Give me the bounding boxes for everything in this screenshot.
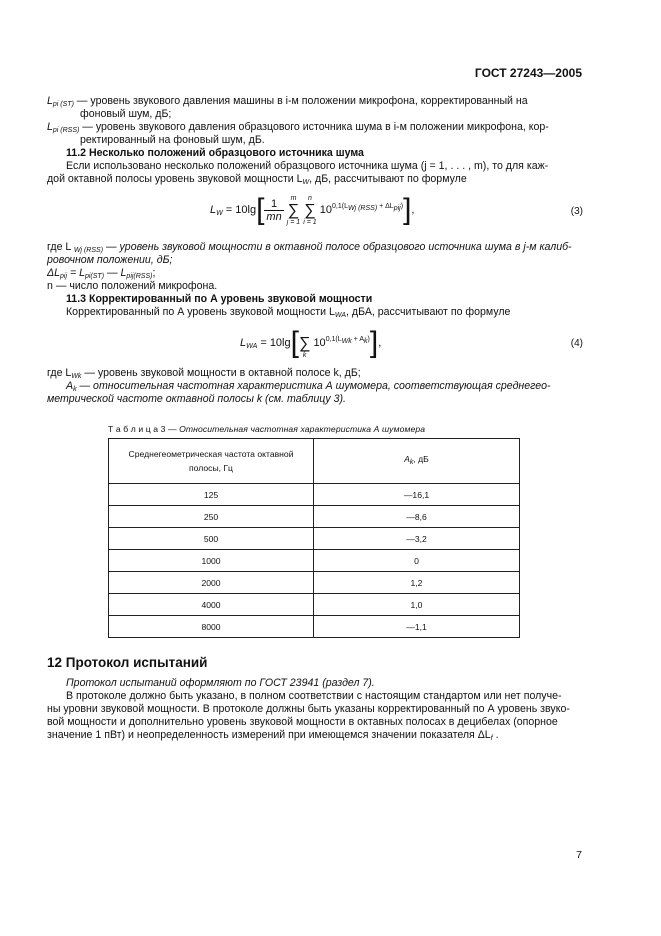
formula-4: $L_{WA} = 10\lg$[ ∑ k $10^{0,1(L_{Wk} + A_k)}$], <box>240 326 382 359</box>
formula-3-number: (3) <box>570 206 583 217</box>
where-ak-cont: метрической частоте октавной полосы k (см. таблицу 3). <box>47 393 347 405</box>
section-12-para-5: значение 1 пВт) и неопределенность измерений при имеющемся значении показателя $\Delta L_f$ . <box>47 729 499 742</box>
where-delta-lpij: $\Delta L_{pij} = L_{pi(ST)}$ — $L_{pij(RSS)}$; <box>47 267 156 280</box>
table-row: 125 —16,1 <box>109 484 520 506</box>
definition-lpi-st-cont: фоновый шум, дБ; <box>80 108 172 120</box>
where-n: n — число положений микрофона. <box>47 280 218 292</box>
where-lwk: где $L_{Wk}$ — уровень звуковой мощности в октавной полосе k, дБ; <box>47 367 361 380</box>
table-row: 2000 1,2 <box>109 572 520 594</box>
formula-3-sum-i: n ∑ i = 1 <box>303 194 317 226</box>
table-header-ak: $A_k$, дБ <box>314 439 520 484</box>
section-12-para-4: вой мощности и дополнительно уровень звуковой мощности в октавных полосах в децибелах (опорное <box>47 716 558 728</box>
section-12-heading: 12 Протокол испытаний <box>47 655 208 670</box>
page-number: 7 <box>576 849 582 861</box>
section-12-para-1: Протокол испытаний оформляют по ГОСТ 23941 (раздел 7). <box>66 677 375 689</box>
where-ak: $A_k$ — относительная частотная характеристика А шумомера, соответствующая среднегео- <box>66 380 551 393</box>
table-3 <box>108 438 520 638</box>
table-row: 8000 —1,1 <box>109 616 520 638</box>
formula-4-number: (4) <box>570 338 583 349</box>
section-11-2-heading: 11.2 Несколько положений образцового источника шума <box>66 147 364 159</box>
section-11-3-heading: 11.3 Корректированный по А уровень звуковой мощности <box>66 293 373 305</box>
definition-lpi-rss-cont: ректированный на фоновый шум, дБ. <box>80 134 265 146</box>
section-11-2-para-2: дой октавной полосы уровень звуковой мощности $L_W$, дБ, рассчитывают по формуле <box>47 173 467 186</box>
table-row: 1000 0 <box>109 550 520 572</box>
where-lwj-rss-cont: ровочном положении, дБ; <box>47 254 173 266</box>
formula-4-sum-k: ∑ k <box>298 334 311 359</box>
definition-lpi-st: $L_{pi (ST)}$ — уровень звукового давления машины в i-м положении микрофона, корректированный на <box>47 95 528 108</box>
table-row: 500 —3,2 <box>109 528 520 550</box>
section-12-para-2: В протоколе должно быть указано, в полном соответствии с настоящим стандартом или нет получе- <box>66 690 562 702</box>
table-row: 250 —8,6 <box>109 506 520 528</box>
section-12-para-3: ны уровни звуковой мощности. В протоколе должны быть указаны корректированный по А уровень звуко- <box>47 703 570 715</box>
document-code: ГОСТ 27243—2005 <box>474 66 582 80</box>
table-header-row <box>109 439 520 484</box>
where-lwj-rss: где L $_{Wj (RSS)}$ — уровень звуковой мощности в октавной полосе образцового источника шума в j-м калиб- <box>47 241 572 254</box>
formula-3: $L_W = 10\lg$[ $\frac{1}{mn}$ m ∑ j = 1 n ∑ i = 1 $10^{0,1(L_{Wj (RSS)} + \Delta L_{pij})}$], <box>210 193 415 226</box>
table-row: 4000 1,0 <box>109 594 520 616</box>
formula-3-fraction: $\frac{1}{mn}$ <box>266 197 282 223</box>
formula-3-sum-j: m ∑ j = 1 <box>286 194 301 226</box>
definition-lpi-rss: $L_{pi (RSS)}$ — уровень звукового давления образцового источника шума в i-м положении микрофона, кор- <box>47 121 549 134</box>
table-3-caption: Т а б л и ц а 3 — Относительная частотная характеристика А шумомера <box>108 424 426 434</box>
table-header-frequency: Среднегеометрическая частота октавной полосы, Гц <box>109 439 314 484</box>
section-11-3-para-1: Корректированный по А уровень звуковой мощности $L_{WA}$, дБА, рассчитывают по формуле <box>66 306 511 319</box>
section-11-2-para-1: Если использовано несколько положений образцового источника шума (j = 1, . . . , m), то для каж- <box>66 160 549 172</box>
